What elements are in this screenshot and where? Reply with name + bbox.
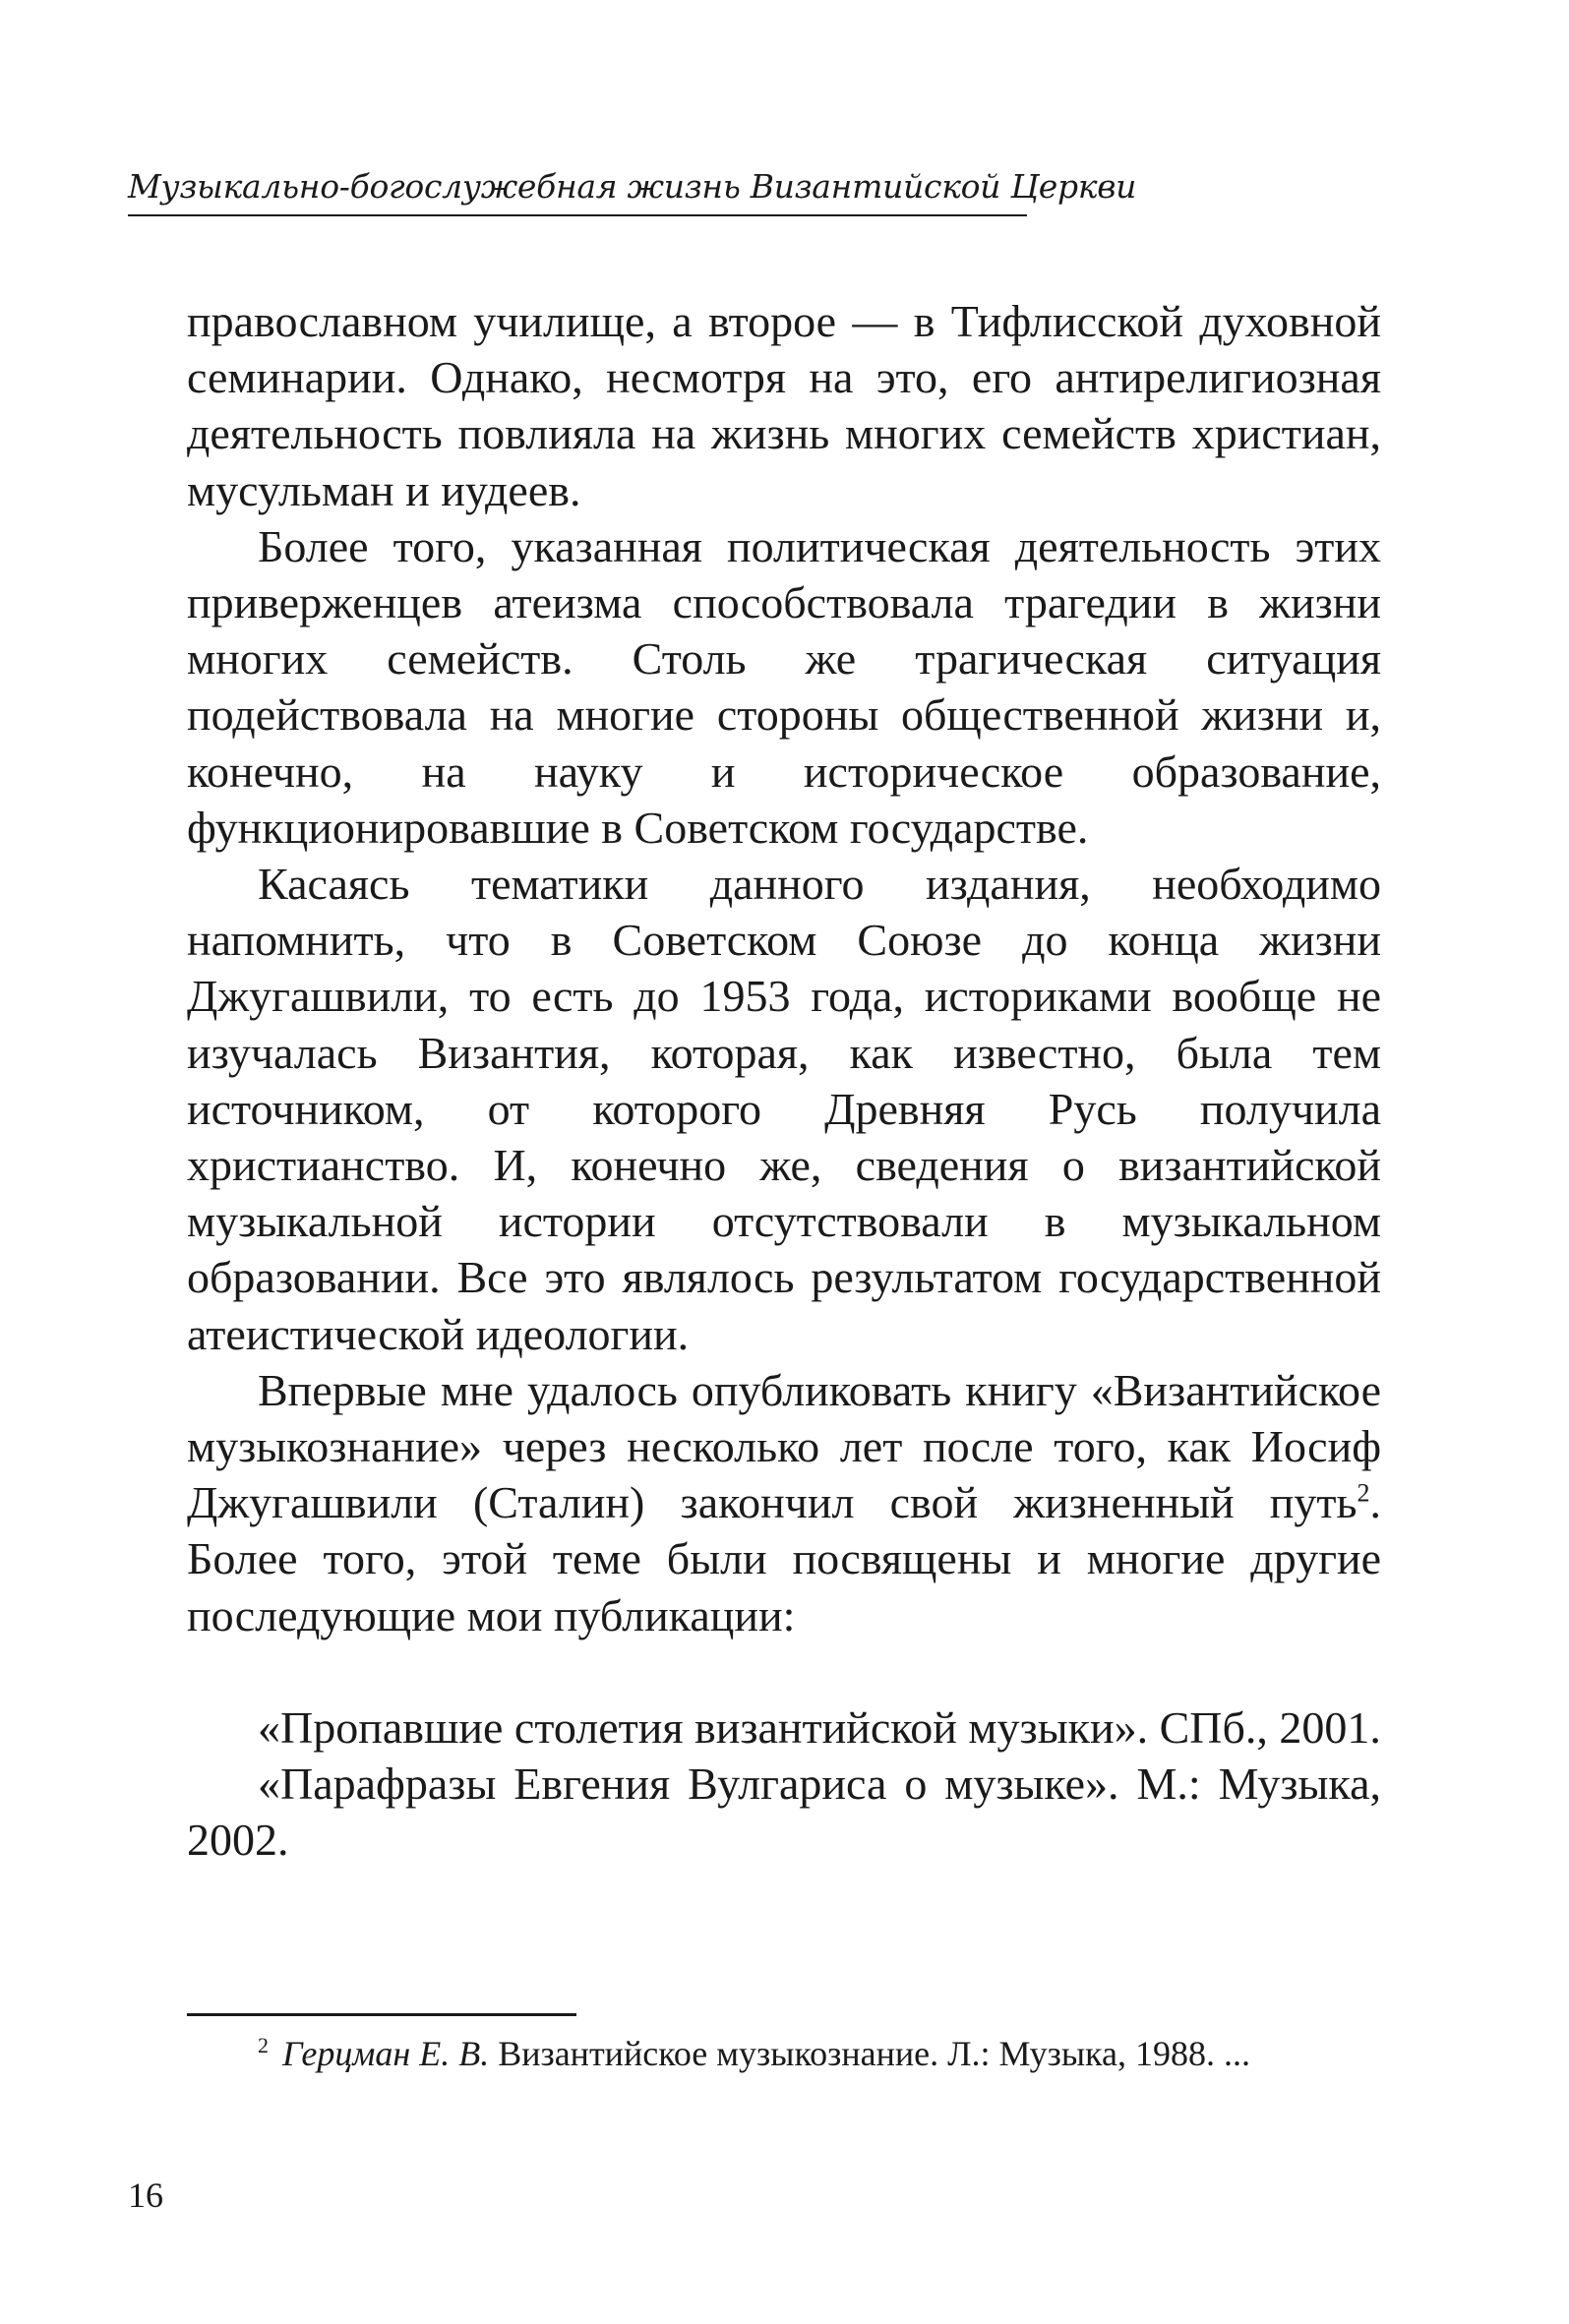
body-text (187, 293, 1381, 1868)
paragraph-2: Более того, указанная политическая деятельность этих приверженцев атеизма способствовала трагедии в жизни многих семейств. Столь же трагическая ситуация подействовала на многие стороны общественной жизни и, конечно, на науку и историческое образование, функционировавшие в Советском государстве. (187, 520, 1381, 853)
paragraph-4-text-a: Впервые мне удалось опубликовать книгу «Византийское музыкознание» через несколько лет после того, как Иосиф Джугашвили (Сталин) закончил свой жизненный путь (187, 1364, 1381, 1528)
footnote-author: Герцман Е. В. (282, 2034, 490, 2073)
footnote-reference: 2 (1357, 1478, 1370, 1508)
paragraph-3: Касаясь тематики данного издания, необходимо напомнить, что в Советском Союзе до конца жизни Джугашвили, то есть до 1953 года, историками вообще не изучалась Византия, которая, как известно, была тем источником, от которого Древняя Русь получила христианство. И, конечно же, сведения о византийской музыкальной истории отсутствовали в музыкальном образовании. Все это являлось результатом государственной атеистической идеологии. (187, 859, 1381, 1359)
running-head: Музыкально-богослужебная жизнь Византийской Церкви (128, 165, 1027, 216)
page-number: 16 (128, 2175, 163, 2215)
paragraph-1: православном училище, а второе — в Тифлисской духовной семинарии. Однако, несмотря на это, его антирелигиозная деятельность повлияла на жизнь многих семейств христиан, мусульман и иудеев. (187, 296, 1381, 515)
publication-item-1: «Пропавшие столетия византийской музыки». СПб., 2001. (258, 1701, 1381, 1753)
footnote (187, 2031, 1381, 2076)
footnote-text: Византийское музыкознание. Л.: Музыка, 1988. ... (489, 2034, 1250, 2073)
paragraph-4-text-b: . Более того, этой теме были посвящены и многие другие последующие мои публикации: (187, 1477, 1381, 1640)
paragraph-4 (187, 1362, 1381, 1643)
footnote-separator (187, 2013, 576, 2016)
footnote-number: 2 (258, 2033, 269, 2057)
publication-item-2: «Парафразы Евгения Вулгариса о музыке». М.: Музыка, 2002. (187, 1758, 1381, 1866)
